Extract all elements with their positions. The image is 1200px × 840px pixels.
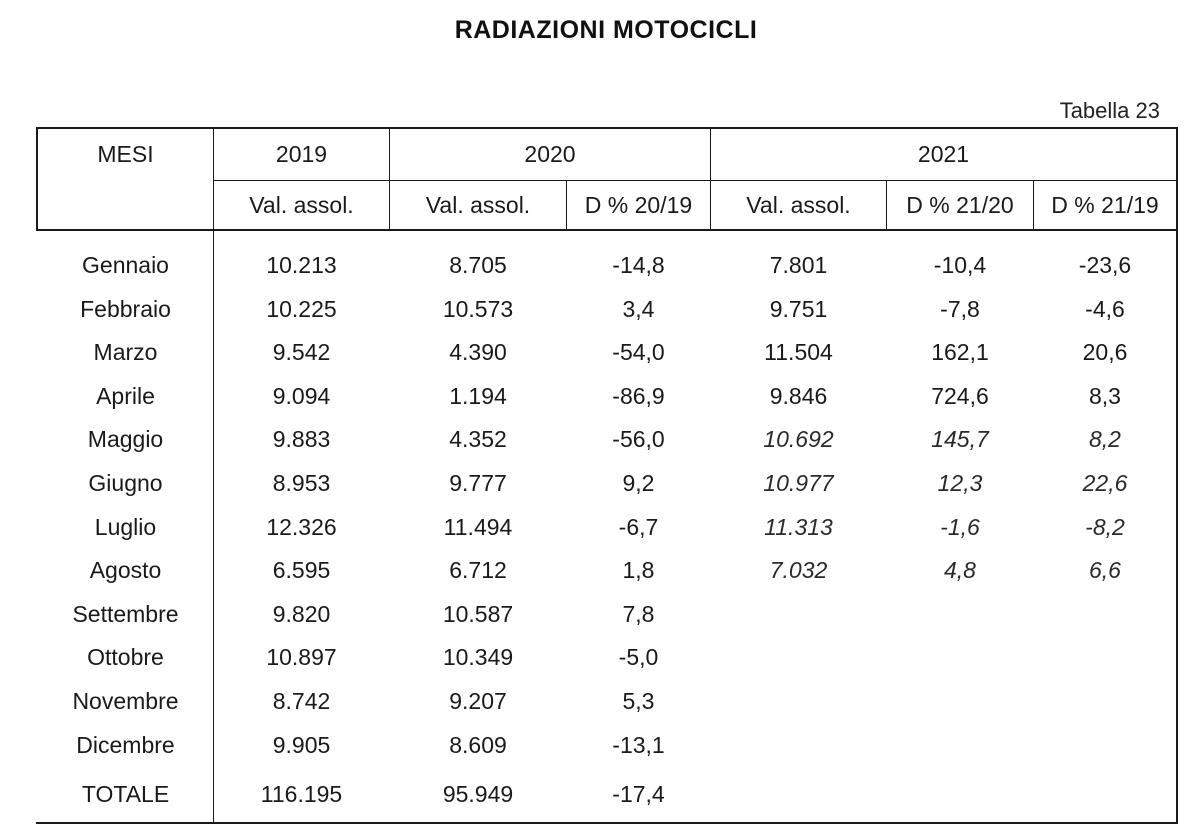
cell-delta-20-19: -14,8 [612, 251, 665, 278]
cell-val-2020: 10.573 [442, 295, 514, 322]
cell-delta-20-19: 7,8 [622, 600, 655, 627]
cell-val-2020: 11.494 [443, 513, 513, 540]
cell-delta-21-20: 724,6 [931, 382, 989, 409]
row-label: Marzo [93, 338, 158, 365]
header-year-2020: 2020 [524, 141, 576, 167]
cell-delta-21-20 [887, 681, 1033, 721]
cell-val-2019: 9.883 [272, 425, 331, 452]
cell-val-2021: 7.032 [769, 556, 828, 583]
cell-delta-21-19: 8,3 [1089, 382, 1121, 409]
table-reference: Tabella 23 [1059, 98, 1160, 123]
cell-delta-21-19: 8,2 [1089, 425, 1121, 452]
cell-delta-20-19: 3,4 [622, 295, 655, 322]
cell-val-2021: 9.846 [769, 382, 828, 409]
cell-delta-21-19 [1034, 774, 1176, 814]
cell-val-2020: 8.705 [449, 251, 507, 278]
cell-delta-20-19: -6,7 [618, 513, 659, 540]
cell-val-2021: 10.692 [763, 425, 834, 452]
subheader-2021-delta-20: D % 21/20 [906, 191, 1014, 218]
cell-val-2020: 10.587 [442, 600, 514, 627]
cell-delta-20-19: -86,9 [612, 382, 665, 409]
cell-val-2020: 8.609 [449, 731, 507, 758]
page-title: RADIAZIONI MOTOCICLI [454, 16, 758, 44]
cell-val-2021 [711, 637, 886, 677]
header-mesi: MESI [97, 141, 154, 167]
cell-val-2020: 4.390 [449, 338, 507, 365]
cell-delta-21-19: 6,6 [1089, 556, 1121, 583]
cell-delta-20-19: 1,8 [622, 556, 655, 583]
cell-delta-20-19: -13,1 [612, 731, 665, 758]
cell-val-2019: 9.094 [272, 382, 331, 409]
table-bottom-border [36, 822, 1177, 824]
row-label: Giugno [88, 469, 163, 496]
cell-delta-21-19: -8,2 [1085, 513, 1125, 540]
header-year-2019: 2019 [275, 141, 328, 167]
cell-delta-21-19 [1034, 594, 1176, 634]
cell-val-2021: 7.801 [769, 251, 828, 278]
cell-delta-21-20: 145,7 [931, 425, 989, 452]
cell-val-2019: 10.225 [266, 295, 337, 322]
cell-val-2021 [711, 681, 886, 721]
cell-delta-21-19: 22,6 [1082, 469, 1128, 496]
cell-val-2021: 10.977 [763, 469, 834, 496]
header-year-2021: 2021 [917, 141, 970, 167]
cell-val-2019: 9.905 [272, 731, 331, 758]
cell-delta-21-19: -4,6 [1085, 295, 1125, 322]
cell-val-2021 [711, 594, 886, 634]
row-label: Maggio [87, 425, 164, 452]
cell-val-2020: 4.352 [449, 425, 507, 452]
cell-val-2019: 6.595 [272, 556, 331, 583]
cell-delta-20-19: -17,4 [612, 780, 665, 807]
cell-delta-21-20 [887, 637, 1033, 677]
cell-delta-21-19 [1034, 725, 1176, 765]
cell-delta-20-19: -54,0 [612, 338, 665, 365]
row-label: Gennaio [82, 251, 169, 278]
cell-delta-21-20: -1,6 [940, 513, 980, 540]
cell-delta-21-19 [1034, 681, 1176, 721]
cell-val-2021 [711, 774, 886, 814]
table-right-border [1176, 127, 1178, 824]
row-label: Febbraio [80, 295, 171, 322]
row-label: Agosto [89, 556, 162, 583]
row-label: Settembre [72, 600, 179, 627]
cell-val-2021 [711, 725, 886, 765]
row-label: TOTALE [81, 780, 170, 807]
cell-delta-21-20: -7,8 [940, 295, 980, 322]
cell-val-2020: 1.194 [449, 382, 507, 409]
cell-delta-21-20: 162,1 [931, 338, 989, 365]
cell-delta-21-19: -23,6 [1078, 251, 1132, 278]
cell-delta-20-19: 9,2 [622, 469, 655, 496]
cell-delta-21-20 [887, 725, 1033, 765]
cell-val-2019: 9.820 [272, 600, 331, 627]
header-bottom-border [36, 229, 1177, 231]
cell-val-2019: 116.195 [260, 780, 343, 807]
cell-delta-21-20: 4,8 [944, 556, 976, 583]
subheader-2021-val: Val. assol. [746, 191, 851, 218]
cell-val-2021: 11.504 [764, 338, 833, 365]
cell-delta-21-19 [1034, 637, 1176, 677]
cell-val-2019: 9.542 [272, 338, 331, 365]
cell-delta-21-19: 20,6 [1082, 338, 1128, 365]
cell-delta-21-20: -10,4 [933, 251, 987, 278]
row-label: Luglio [94, 513, 157, 540]
row-label: Ottobre [87, 643, 164, 670]
cell-val-2020: 9.207 [449, 687, 507, 714]
cell-delta-21-20 [887, 774, 1033, 814]
subheader-2019-val: Val. assol. [249, 191, 354, 218]
cell-val-2020: 10.349 [442, 643, 514, 670]
cell-val-2019: 10.213 [266, 251, 337, 278]
cell-val-2020: 6.712 [449, 556, 507, 583]
row-label: Aprile [96, 382, 155, 409]
subheader-2020-delta: D % 20/19 [584, 191, 693, 218]
cell-val-2019: 8.953 [272, 469, 331, 496]
cell-delta-20-19: -56,0 [612, 425, 665, 452]
cell-val-2019: 12.326 [266, 513, 337, 540]
cell-delta-21-20 [887, 594, 1033, 634]
cell-delta-20-19: -5,0 [618, 643, 659, 670]
cell-delta-21-20: 12,3 [937, 469, 983, 496]
subheader-2021-delta-19: D % 21/19 [1051, 191, 1159, 218]
row-label: Novembre [72, 687, 179, 714]
cell-val-2021: 11.313 [764, 513, 833, 540]
cell-val-2021: 9.751 [769, 295, 828, 322]
cell-val-2020: 9.777 [449, 469, 507, 496]
cell-val-2019: 10.897 [266, 643, 337, 670]
cell-delta-20-19: 5,3 [622, 687, 655, 714]
subheader-2020-val: Val. assol. [425, 191, 531, 218]
cell-val-2019: 8.742 [272, 687, 331, 714]
cell-val-2020: 95.949 [442, 780, 514, 807]
row-label: Dicembre [76, 731, 175, 758]
